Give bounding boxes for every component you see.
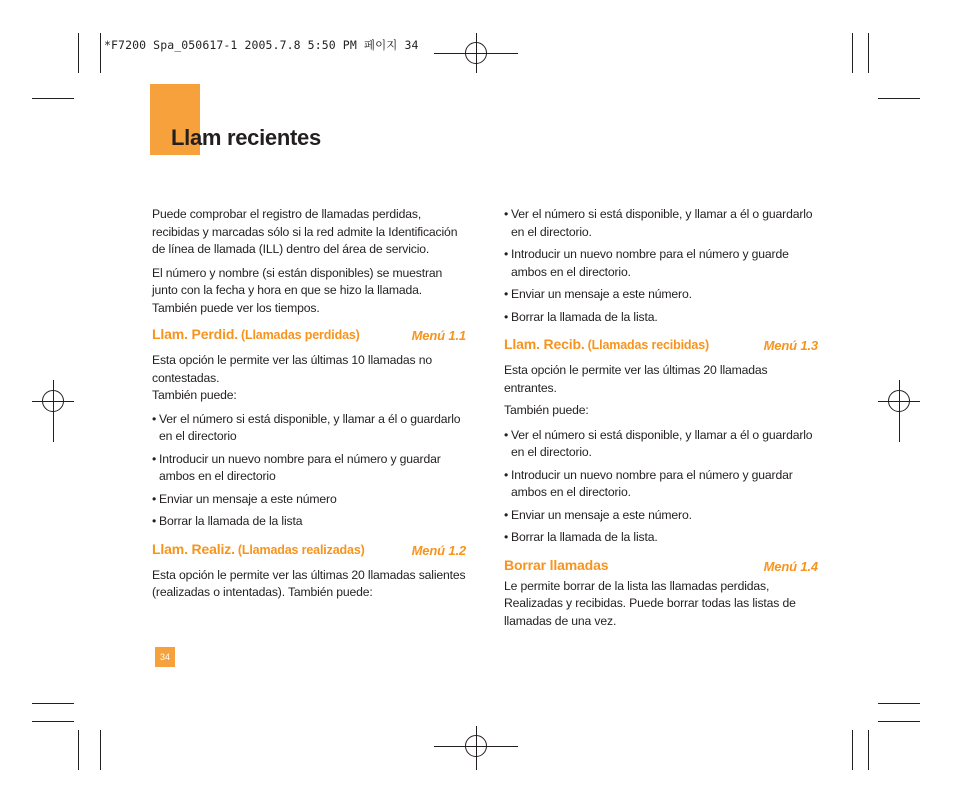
bullet-item: • Ver el número si está disponible, y llamar a él o guardarlo en el directorio — [152, 411, 461, 443]
bullet-item: • Borrar la llamada de la lista. — [504, 530, 658, 544]
intro-paragraph: Puede comprobar el registro de llamadas perdidas, recibidas y marcadas sólo si la red admite la Identificación de línea de llamada (ILL) dentro del área de servicio. — [152, 207, 458, 256]
bullet-item: • Enviar un mensaje a este número. — [504, 287, 692, 301]
right-column — [504, 206, 818, 630]
section-text: Esta opción le permite ver las últimas 10 llamadas no contestadas. — [152, 353, 432, 385]
bullet-item: • Borrar la llamada de la lista — [152, 514, 303, 528]
bullet-item: • Enviar un mensaje a este número — [152, 491, 337, 506]
bullet-item: • Enviar un mensaje a este número. — [504, 507, 692, 522]
bullet-item: • Introducir un nuevo nombre para el número y guarde ambos en el directorio. — [504, 247, 789, 279]
bullet-item: • Ver el número si está disponible, y llamar a él o guardarlo en el directorio. — [504, 427, 813, 459]
section-heading-perdid: Llam. Perdid. (Llamadas perdidas) Menú 1.1 — [152, 326, 466, 343]
section-text: También puede: — [152, 388, 237, 402]
section-text: También puede: — [504, 403, 589, 417]
menu-number: Menú 1.2 — [411, 542, 466, 558]
section-text: Esta opción le permite ver las últimas 20 llamadas entrantes. — [504, 363, 768, 395]
bullet-item: • Introducir un nuevo nombre para el número y guardar ambos en el directorio — [152, 451, 441, 483]
print-slug: *F7200 Spa_050617-1 2005.7.8 5:50 PM 페이지 34 — [104, 38, 419, 52]
menu-number: Menú 1.1 — [411, 328, 466, 343]
section-heading-recib: Llam. Recib. (Llamadas recibidas) Menú 1.3 — [504, 336, 818, 353]
intro-paragraph: El número y nombre (si están disponibles) se muestran junto con la fecha y hora en que se hizo la llamada. También puede ver los tiempos. — [152, 265, 443, 315]
section-text: Esta opción le permite ver las últimas 20 llamadas salientes (realizadas o intentadas). También puede: — [152, 567, 466, 599]
menu-number: Menú 1.3 — [763, 338, 818, 353]
page-title: Llam recientes — [171, 125, 321, 150]
section-text: Le permite borrar de la lista las llamadas perdidas, Realizadas y recibidas. Puede borrar todas las listas de llamadas de una vez. — [504, 578, 796, 628]
bullet-item: • Borrar la llamada de la lista. — [504, 309, 658, 324]
section-heading-realiz: Llam. Realiz. (Llamadas realizadas) Menú 1.2 — [152, 540, 466, 558]
bullet-item: • Ver el número si está disponible, y llamar a él o guardarlo en el directorio. — [504, 207, 813, 239]
page-number-badge: 34 — [155, 647, 175, 667]
bullet-item: • Introducir un nuevo nombre para el número y guardar ambos en el directorio. — [504, 467, 793, 499]
section-heading-borrar: Borrar llamadas Menú 1.4 — [504, 556, 818, 574]
left-column — [152, 206, 466, 602]
menu-number: Menú 1.4 — [763, 558, 818, 574]
